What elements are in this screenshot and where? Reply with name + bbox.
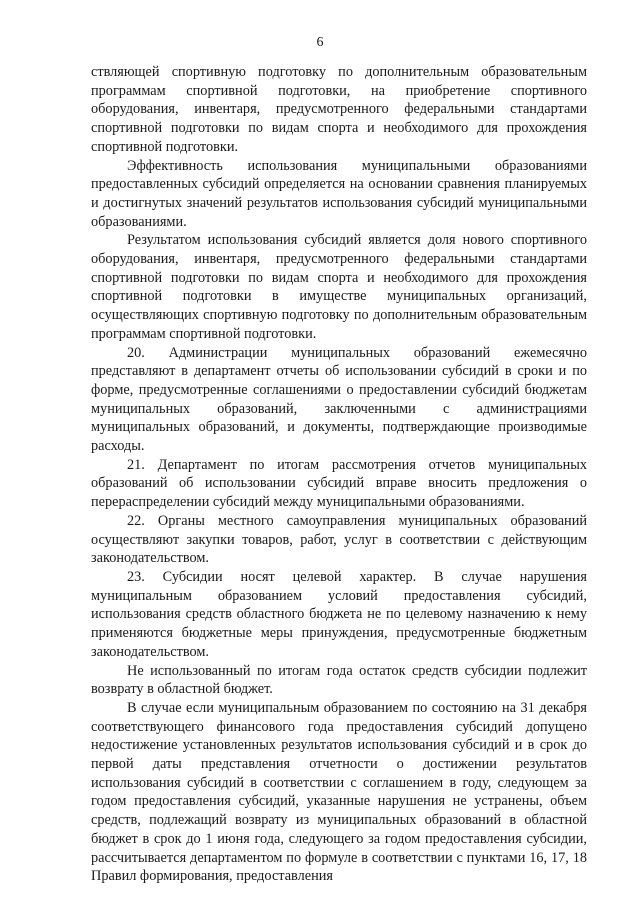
- paragraph-refund-conditions: В случае если муниципальным образованием по состоянию на 31 декабря соответствующего финансового года предоставления субсидий допущено недостижение установленных результатов использования субсидий и в срок до первой даты представления отчетности о достижении результатов использования субсидий в соответствии с соглашением в году, следующем за годом предоставления субсидий, указанные нарушения не устранены, объем средств, подлежащий возврату из муниципальных образований в областной бюджет в срок до 1 июня года, следующего за годом предоставления субсидии, рассчитывается департаментом по формуле в соответствии с пунктами 16, 17, 18 Правил формирования, предоставления: [91, 699, 587, 885]
- paragraph-clause-21: 21. Департамент по итогам рассмотрения отчетов муниципальных образований об использовании субсидий вправе вносить предложения о перераспределении субсидий между муниципальными образованиями.: [91, 456, 587, 511]
- paragraph-unused-balance: Не использованный по итогам года остаток средств субсидии подлежит возврату в областной бюджет.: [91, 662, 587, 698]
- document-body: [91, 63, 587, 886]
- paragraph-continuation: ствляющей спортивную подготовку по дополнительным образовательным программам спортивной подготовки, на приобретение спортивного оборудования, инвентаря, предусмотренного федеральными стандартами спортивной подготовки по видам спорта и необходимого для прохождения спортивной подготовки.: [91, 64, 587, 155]
- paragraph-result: Результатом использования субсидий является доля нового спортивного оборудования, инвентаря, предусмотренного федеральными стандартами спортивной подготовки по видам спорта и необходимого для прохождения спортивной подготовки в имуществе муниципальных организаций, осуществляющих спортивную подготовку по дополнительным образовательным программам спортивной подготовки.: [91, 232, 587, 342]
- page-number: 6: [316, 35, 324, 50]
- paragraph-efficiency: Эффективность использования муниципальными образованиями предоставленных субсидий определяется на основании сравнения планируемых и достигнутых значений результатов использования субсидий муниципальными образованиями.: [91, 157, 587, 230]
- paragraph-clause-22: 22. Органы местного самоуправления муниципальных образований осуществляют закупки товаров, работ, услуг в соответствии с действующим законодательством.: [91, 512, 587, 567]
- paragraph-clause-23: 23. Субсидии носят целевой характер. В случае нарушения муниципальным образованием условий предоставления субсидий, использования средств областного бюджета не по целевому назначению к нему применяются бюджетные меры принуждения, предусмотренные бюджетным законодательством.: [91, 568, 587, 660]
- paragraph-clause-20: 20. Администрации муниципальных образований ежемесячно представляют в департамент отчеты об использовании субсидий в сроки и по форме, предусмотренные соглашениями о предоставлении субсидий бюджетам муниципальных образований, заключенными с администрациями муниципальных образований, и документы, подтверждающие производимые расходы.: [91, 344, 587, 455]
